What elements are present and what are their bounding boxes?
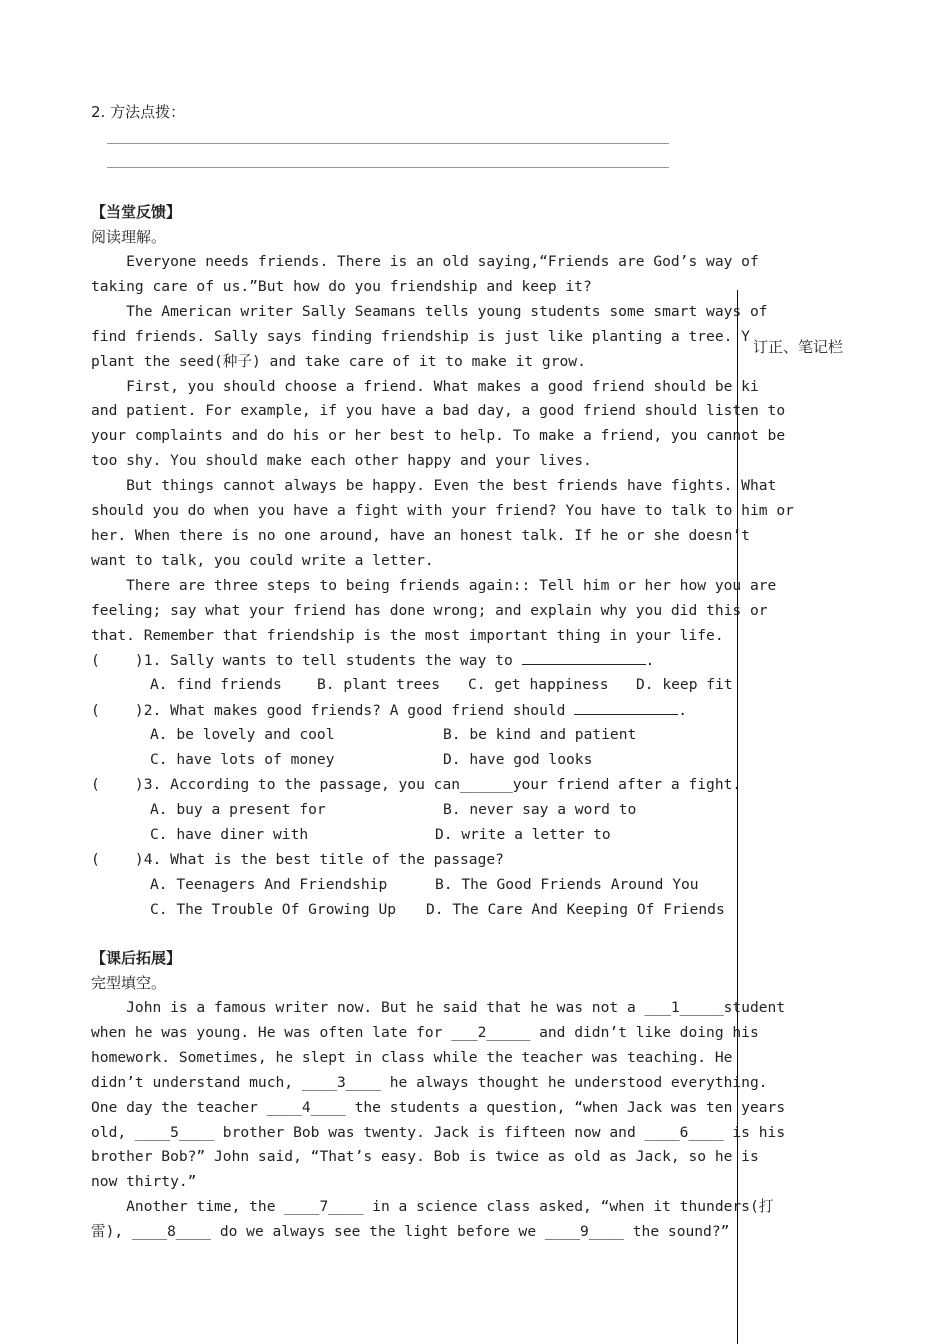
answer-option[interactable]: A. buy a present for — [150, 800, 326, 818]
answer-option[interactable]: D. The Care And Keeping Of Friends — [426, 900, 725, 918]
passage-line: Everyone needs friends. There is an old saying,“Friends are God’s way of — [91, 253, 759, 270]
answer-option[interactable]: C. get happiness — [468, 675, 609, 693]
passage-line: John is a famous writer now. But he said that he was not a ___1_____student — [91, 999, 786, 1016]
extension-subheading: 完型填空。 — [91, 974, 167, 992]
answer-option[interactable]: C. The Trouble Of Growing Up — [150, 900, 397, 918]
passage-line: her. When there is no one around, have an honest talk. If he or she doesn’t — [91, 526, 750, 544]
question-text: ( )1. Sally wants to tell students the way to — [91, 652, 522, 669]
question-text: ( )3. According to the passage, you can______your friend after a fight. — [91, 776, 742, 793]
question-text: ( )4. What is the best title of the passage? — [91, 851, 504, 868]
passage-line: plant the seed(种子) and take care of it to make it grow. — [91, 352, 586, 370]
passage-line: taking care of us.”But how do you friendship and keep it? — [91, 277, 592, 295]
passage-line: feeling; say what your friend has done wrong; and explain why you did this or — [91, 601, 768, 619]
passage-line: 雷), ____8____ do we always see the light before we ____9____ the sound?” — [91, 1223, 730, 1241]
answer-option[interactable]: C. have diner with — [150, 825, 309, 843]
passage-line: that. Remember that friendship is the most important thing in your life. — [91, 626, 724, 644]
passage-line: want to talk, you could write a letter. — [91, 551, 434, 569]
extension-heading: 【课后拓展】 — [91, 949, 182, 967]
answer-option[interactable]: D. write a letter to — [435, 825, 611, 843]
passage-line: Another time, the ____7____ in a science class asked, “when it thunders(打 — [91, 1198, 774, 1216]
question-text: ( )2. What makes good friends? A good friend should — [91, 702, 575, 719]
question-tail: . — [645, 652, 655, 669]
question-tail: . — [678, 702, 688, 719]
passage-line: when he was young. He was often late for ___2_____ and didn’t like doing his — [91, 1023, 759, 1041]
passage-line: should you do when you have a fight with your friend? You have to talk to him or — [91, 502, 794, 519]
passage-line: The American writer Sally Seamans tells young students some smart ways of — [91, 302, 768, 320]
question-stem — [91, 775, 771, 795]
answer-option[interactable]: B. The Good Friends Around You — [435, 875, 699, 893]
passage-line: There are three steps to being friends again:: Tell him or her how you are — [91, 576, 777, 594]
passage-line: didn’t understand much, ____3____ he always thought he understood everything. — [91, 1073, 768, 1091]
feedback-subheading: 阅读理解。 — [91, 228, 167, 246]
notes-column-label: 订正、笔记栏 — [753, 338, 844, 356]
answer-blank[interactable] — [574, 700, 678, 715]
answer-option[interactable]: A. be lovely and cool — [150, 725, 335, 743]
answer-option[interactable]: B. plant trees — [317, 675, 441, 693]
feedback-heading: 【当堂反馈】 — [91, 203, 182, 221]
question-stem — [91, 650, 771, 671]
answer-option[interactable]: A. Teenagers And Friendship — [150, 875, 388, 893]
answer-option[interactable]: B. be kind and patient — [443, 725, 637, 743]
answer-option[interactable]: B. never say a word to — [443, 800, 637, 818]
answer-rule-2 — [107, 167, 669, 168]
passage-line: brother Bob?” John said, “That’s easy. Bob is twice as old as Jack, so he is — [91, 1148, 759, 1166]
notes-divider — [737, 290, 738, 1344]
question-stem — [91, 850, 771, 870]
passage-line: too shy. You should make each other happy and your lives. — [91, 452, 592, 470]
passage-line: old, ____5____ brother Bob was twenty. Jack is fifteen now and ____6____ is his — [91, 1123, 786, 1141]
answer-option[interactable]: D. have god looks — [443, 750, 593, 768]
passage-line: One day the teacher ____4____ the students a question, “when Jack was ten years — [91, 1098, 786, 1116]
answer-option[interactable]: D. keep fit — [636, 675, 733, 693]
answer-option[interactable]: A. find friends — [150, 675, 282, 693]
answer-blank[interactable] — [522, 650, 646, 665]
answer-option[interactable]: C. have lots of money — [150, 750, 335, 768]
passage-line: your complaints and do his or her best to help. To make a friend, you cannot be — [91, 427, 786, 445]
passage-line: But things cannot always be happy. Even the best friends have fights. What — [91, 477, 777, 495]
passage-line: find friends. Sally says finding friendship is just like planting a tree. Y — [91, 327, 750, 345]
passage-line: First, you should choose a friend. What makes a good friend should be ki — [91, 377, 759, 395]
passage-line: now thirty.” — [91, 1173, 197, 1191]
passage-line: homework. Sometimes, he slept in class while the teacher was teaching. He — [91, 1048, 733, 1066]
passage-line: and patient. For example, if you have a bad day, a good friend should listen to — [91, 402, 786, 420]
answer-rule-1 — [107, 143, 669, 144]
question-stem — [91, 700, 771, 721]
method-label: 2. 方法点拨： — [91, 103, 186, 121]
